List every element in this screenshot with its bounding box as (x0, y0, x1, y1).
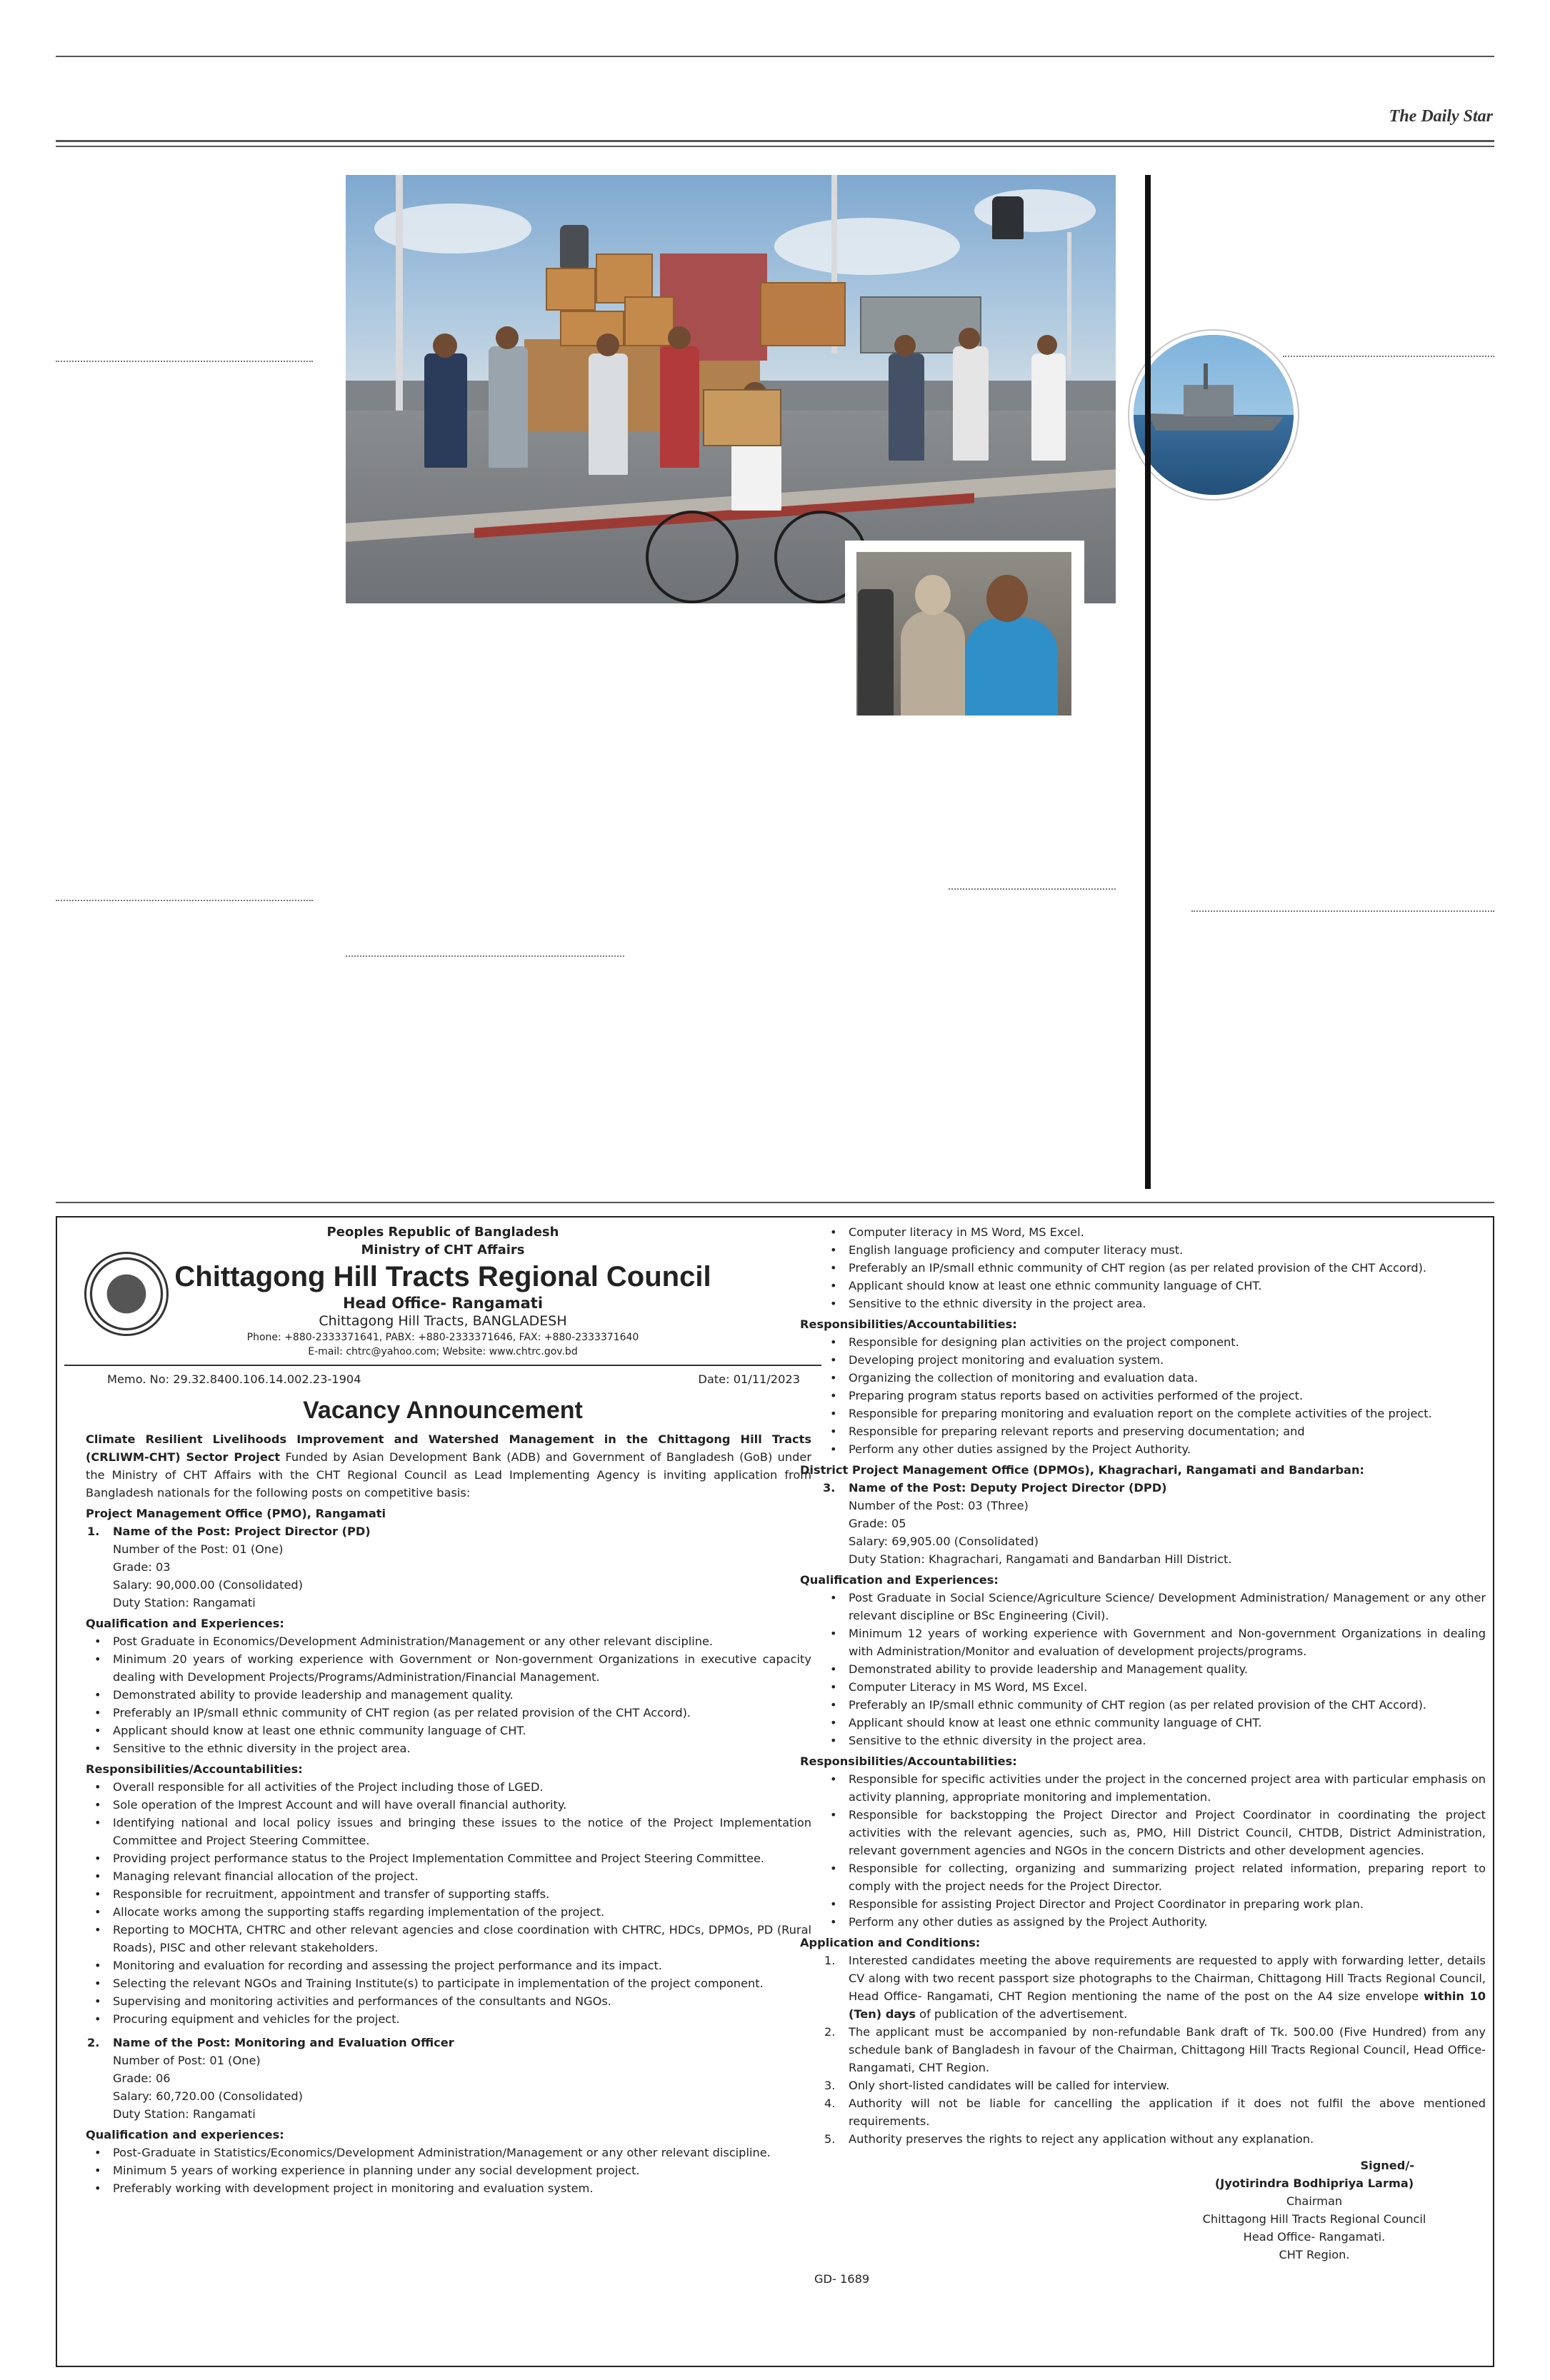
post2-qual-list-part2: • Computer literacy in MS Word, MS Excel. • English language proficiency and computer literacy must. • Preferably an IP/small ethnic community of CHT region (as per related provision of the CHT Accord). • Applicant should know at least one ethnic community language of CHT. • Sensitive to the ethnic diversity in the project area. (800, 1223, 1486, 1312)
post2-heading: 2. Name of the Post: Monitoring and Evaluation Officer (87, 2036, 454, 2049)
head-office: Head Office- Rangamati (342, 1295, 544, 1312)
signatory-title: Chairman (1286, 2194, 1343, 2208)
left-col-separator-1 (56, 361, 313, 362)
left-col-separator-2 (56, 900, 313, 901)
news-photo-inset-embrace (845, 541, 1084, 721)
top-rule (56, 56, 1494, 57)
pmo-heading: Project Management Office (PMO), Rangamati (86, 1507, 386, 1520)
condition-item: 4. Authority will not be liable for cancelling the application if it does not fulfil the above mentioned requirements. (824, 2097, 1486, 2128)
condition-item: 3. Only short-listed candidates will be called for interview. (824, 2079, 1170, 2092)
memo-date: Date: 01/11/2023 (698, 1372, 800, 1386)
header-address: Chittagong Hill Tracts, BANGLADESH (319, 1313, 567, 1329)
header-email: E-mail: chtrc@yahoo.com; Website: www.chtrc.gov.bd (308, 1346, 578, 1357)
signatory-region: CHT Region. (1279, 2248, 1350, 2261)
column-divider-bar (1145, 175, 1151, 1189)
vacancy-title: Vacancy Announcement (303, 1397, 583, 1424)
post3-details: Number of the Post: 03 (Three) Grade: 05 Salary: 69,905.00 (Consolidated) Duty Station: Khagrachari, Rangamati and Bandarban Hill District. (849, 1499, 1232, 1566)
post2-resp-heading: Responsibilities/Accountabilities: (800, 1317, 1017, 1331)
condition-item: 1. Interested candidates meeting the above requirements are requested to apply with forwarding letter, details CV along with two recent passport size photographs to the Chairman, Chittagong Hill Tracts Regional Council, Head Office- Rangamati, CHT Region mentioning the name of the post on the A4 size envelope within 10 (Ten) days of publication of the advertisement. (824, 1954, 1486, 2021)
post1-heading: 1. Name of the Post: Project Director (PD) (87, 1525, 371, 1538)
gd-number: GD- 1689 (814, 2272, 870, 2286)
post3-resp-list: • Responsible for specific activities under the project in the concerned project area with particular emphasis on activity planning, appropriate monitoring and implementation. • Responsible for backstopping the Project Director and Project Coordinator in coordinating the project activities with the relevant agencies, such as, PMO, Hill District Council, CHTDB, District Administration, relevant government agencies and NGOs in the concern Districts and other development agencies. • Responsible for collecting, organizing and summarizing project related information, preparing report to comply with the project needs for the Project Director. • Responsible for assisting Project Director and Project Coordinator in preparing work plan. • Perform any other duties as assigned by the Project Authority. (800, 1770, 1486, 1931)
news-photo-aid-trucks (346, 175, 1116, 603)
signature-block (800, 2156, 1486, 2292)
post1-resp-heading: Responsibilities/Accountabilities: (86, 1762, 303, 1776)
photo-carried-box (703, 389, 781, 446)
post1-resp-list: • Overall responsible for all activities of the Project including those of LGED. • Sole operation of the Imprest Account and will have overall financial authority. • Identifying national and local policy issues and bringing these issues to the notice of the Project Implementation Committee and Project Steering Committee. • Providing project performance status to the Project Implementation Committee and Project Steering Committee. • Managing relevant financial allocation of the project. • Responsible for recruitment, appointment and transfer of supporting staffs. • Allocate works among the supporting staffs regarding implementation of the project. • Reporting to MOCHTA, CHTRC and other relevant agencies and close coordination with CHTRC, HDCs, DPMOs, PD (Rural Roads), PISC and other relevant stakeholders. • Monitoring and evaluation for recording and assessing the project performance and its impact. • Selecting the relevant NGOs and Training Institute(s) to participate in implementation of the project component. • Supervising and monitoring activities and performances of the consultants and NGOs. • Procuring equipment and vehicles for the project. (64, 1778, 821, 2028)
mid-col-separator-1 (346, 955, 624, 957)
post2-resp-list: • Responsible for designing plan activities on the project component. • Developing project monitoring and evaluation system. • Organizing the collection of monitoring and evaluation data. • Preparing program status reports based on activities performed of the project. • Responsible for preparing monitoring and evaluation report on the complete activities of the project. • Responsible for preparing relevant reports and preserving documentation; and • Perform any other duties assigned by the Project Authority. (800, 1333, 1486, 1458)
header-rule-1 (56, 140, 1494, 142)
ad-left-column (64, 1217, 821, 2197)
right-col-separator-2 (1191, 910, 1494, 912)
header-line2: Ministry of CHT Affairs (361, 1242, 525, 1257)
signed-text: Signed/- (1360, 2159, 1414, 2172)
signatory-org: Chittagong Hill Tracts Regional Council (1202, 2212, 1426, 2226)
post1-qual-heading: Qualification and Experiences: (86, 1617, 284, 1630)
conditions-list (800, 1952, 1486, 2148)
memo-number: Memo. No: 29.32.8400.106.14.002.23-1904 (107, 1372, 361, 1386)
post3-qual-heading: Qualification and Experiences: (800, 1573, 999, 1587)
condition-item: 2. The applicant must be accompanied by non-refundable Bank draft of Tk. 500.00 (Five Hundred) from any schedule bank of Bangladesh in favour of the Chairman, Chittagong Hill Tracts Regional Council, Head Office- Rangamati, CHT Region. (824, 2025, 1486, 2074)
application-heading: Application and Conditions: (800, 1936, 981, 1949)
ad-top-rule (56, 1202, 1494, 1203)
post2-qual-heading: Qualification and experiences: (86, 2128, 284, 2142)
header-line1: Peoples Republic of Bangladesh (326, 1225, 559, 1240)
vacancy-advertisement (56, 1216, 1494, 2367)
right-col-separator-1 (1283, 356, 1494, 357)
post2-details: Number of Post: 01 (One) Grade: 06 Salary: 60,720.00 (Consolidated) Duty Station: Rangamati (113, 2054, 304, 2121)
mid-col-separator-2 (949, 888, 1116, 890)
condition-item: 5. Authority preserves the rights to reject any application without any explanation. (824, 2132, 1314, 2146)
org-title: Chittagong Hill Tracts Regional Council (174, 1261, 711, 1292)
news-photo-warship (1129, 331, 1298, 499)
header-divider (64, 1365, 821, 1366)
intro-paragraph: Climate Resilient Livelihoods Improvement and Watershed Management in the Chittagong Hill Tracts (CRLIWM-CHT) Sector Project Funded by Asian Development Bank (ADB) and Government of Bangladesh (GoB) under the Ministry of CHT Affairs with the CHT Regional Council as Lead Implementing Agency is inviting application from Bangladesh nationals for the following posts on competitive basis: (86, 1432, 811, 1500)
signatory-office: Head Office- Rangamati. (1243, 2230, 1386, 2244)
header-phone: Phone: +880-2333371641, PABX: +880-2333371646, FAX: +880-2333371640 (246, 1332, 639, 1343)
post1-qual-list: • Post Graduate in Economics/Development Administration/Management or any other relevant discipline. • Minimum 20 years of working experience with Government or Non-government Organizations in executive capacity dealing with Development Projects/Programs/Administration/Financial Management. • Demonstrated ability to provide leadership and management quality. • Preferably an IP/small ethnic community of CHT region (as per related provision of the CHT Accord). • Applicant should know at least one ethnic community language of CHT. • Sensitive to the ethnic diversity in the project area. (64, 1632, 821, 1757)
post3-qual-list: • Post Graduate in Social Science/Agriculture Science/ Development Administration/ Management or any other relevant discipline or BSc Engineering (Civil). • Minimum 12 years of working experience with Government and Non-government Organizations in dealing with Administration/Monitor and evaluation of development projects/programs. • Demonstrated ability to provide leadership and Management quality. • Computer Literacy in MS Word, MS Excel. • Preferably an IP/small ethnic community of CHT region (as per related provision of the CHT Accord). • Applicant should know at least one ethnic community language of CHT. • Sensitive to the ethnic diversity in the project area. (800, 1589, 1486, 1749)
signatory-name: (Jyotirindra Bodhipriya Larma) (1214, 2176, 1414, 2190)
post2-qual-list-part1: • Post-Graduate in Statistics/Economics/Development Administration/Management or any other relevant discipline. • Minimum 5 years of working experience in planning under any social development project. • Preferably working with development project in monitoring and evaluation system. (64, 2144, 821, 2197)
masthead-logo: The Daily Star (1389, 107, 1493, 126)
post1-details: Number of the Post: 01 (One) Grade: 03 Salary: 90,000.00 (Consolidated) Duty Station: Rangamati (113, 1542, 304, 1610)
council-seal-logo (84, 1252, 169, 1336)
post3-resp-heading: Responsibilities/Accountabilities: (800, 1754, 1017, 1768)
ad-right-column (800, 1223, 1486, 2292)
post3-heading: 3. Name of the Post: Deputy Project Director (DPD) (823, 1481, 1167, 1495)
header-rule-2 (56, 146, 1494, 147)
dpmo-heading: District Project Management Office (DPMOs), Khagrachari, Rangamati and Bandarban: (800, 1463, 1364, 1477)
photo-bicycle-wheel (646, 511, 739, 603)
